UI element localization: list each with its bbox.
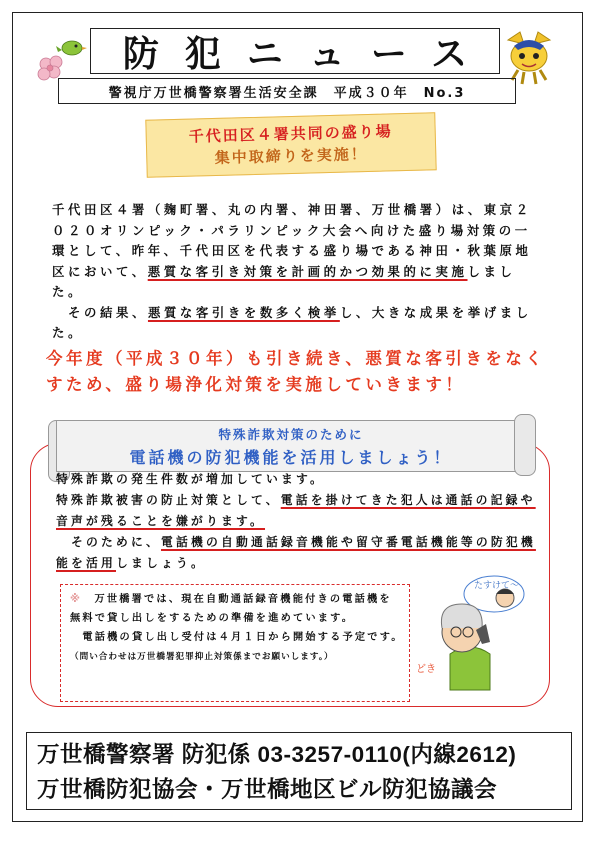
- notice-text-1: 万世橋署では、現在自動通話録音機能付きの電話機を無料で貸し出しをするための準備を進めています。: [70, 594, 392, 624]
- article-body-2: [56, 469, 546, 574]
- article2-text-a: 特殊詐欺被害の防止対策として、: [56, 493, 281, 507]
- article2-text-c: しましょう。: [116, 556, 206, 570]
- flower-bird-icon: [32, 34, 88, 82]
- scroll-line-1: 特殊詐欺対策のために: [218, 426, 364, 442]
- footer-contact-line: 万世橋警察署 防犯係 03-3257-0110(内線2612): [37, 742, 517, 767]
- scroll-banner: [56, 420, 526, 472]
- scroll-line-2: 電話機の防犯機能を活用しましょう！: [129, 447, 453, 467]
- sfx-text: どき: [416, 664, 436, 675]
- page-title: 防犯ニュース: [122, 33, 494, 75]
- notice-text-2: 電話機の貸し出し受付は４月１日から開始する予定です。: [82, 632, 404, 643]
- lead-statement: 今年度（平成３０年）も引き続き、悪質な客引きをなくすため、盛り場浄化対策を実施していきます！: [46, 349, 546, 394]
- banner-line-2: 集中取締りを実施！: [214, 144, 368, 167]
- subtitle-box: [58, 78, 516, 104]
- article2-underline-a: 電話を掛けてきた犯人は通話の記録や音声が残ることを嫌がります。: [56, 493, 536, 528]
- speech-bubble-text: たすけて～: [474, 581, 520, 591]
- article1-text-b: しました。: [52, 263, 516, 299]
- article1-text-d: し、大きな成果を挙げました。: [52, 304, 532, 340]
- title-box: [90, 28, 500, 74]
- contact-footer: [26, 732, 572, 810]
- article2-text-b: そのために、: [71, 535, 161, 549]
- article-body-1: [52, 200, 546, 344]
- article1-underline-a: 悪質な客引き対策を計画的かつ効果的に実施: [147, 263, 468, 279]
- article2-underline-b: 電話機の自動通話録音機能や留守番電話機能等の防犯機能を活用: [56, 535, 536, 570]
- notice-asterisk: ※: [70, 594, 83, 605]
- notice-body: [70, 590, 404, 667]
- article2-line-1: 特殊詐欺の発生件数が増加しています。: [56, 472, 326, 486]
- notice-note: （問い合わせは万世橋署犯罪抑止対策係までお願いします。）: [70, 652, 334, 662]
- headline-banner: [145, 112, 436, 178]
- scroll-roll-right: [514, 414, 536, 476]
- article1-text-a: 千代田区４署（麹町署、丸の内署、神田署、万世橋署）は、東京２０２０オリンピック・パラリンピック大会へ向けた盛り場対策の一環として、昨年、千代田区を代表する盛り場である神田・秋葉原地区において、: [52, 202, 532, 279]
- banner-line-1: 千代田区４署共同の盛り場: [188, 122, 393, 146]
- elderly-phone-illustration: [410, 570, 530, 706]
- footer-association-line: 万世橋防犯協会・万世橋地区ビル防犯協議会: [37, 777, 498, 802]
- article1-underline-b: 悪質な客引きを数多く検挙: [147, 304, 340, 320]
- page-subtitle: 警視庁万世橋警察署生活安全課 平成３０年 No.3: [108, 85, 466, 101]
- article1-text-c: その結果、: [68, 304, 148, 320]
